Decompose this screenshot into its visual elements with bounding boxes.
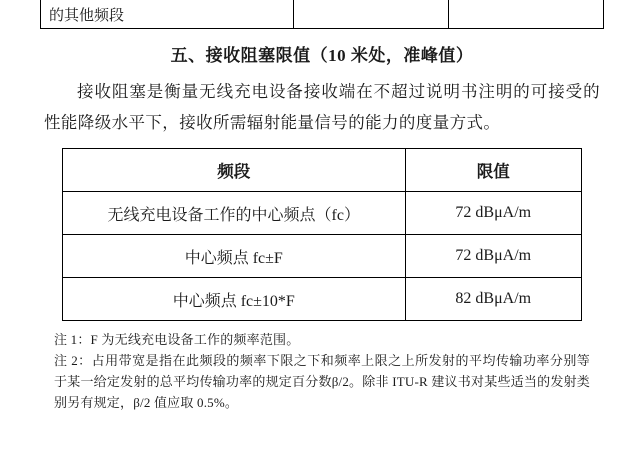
table-row [63, 278, 582, 321]
cell-limit: 82 dBμA/m [405, 278, 581, 321]
section-heading: 五、接收阻塞限值（10 米处，准峰值） [170, 46, 474, 65]
cell-band: 中心频点 fc±10*F [63, 278, 406, 321]
continued-table-cell-2 [294, 0, 449, 29]
table-row [63, 235, 582, 278]
cell-limit: 72 dBμA/m [405, 235, 581, 278]
limits-table-container [62, 148, 582, 321]
note-2: 注 2：占用带宽是指在此频段的频率下限之下和频率上限之上所发射的平均传输功率分别等于某一给定发射的总平均传输功率的规定百分数β/2。除非 ITU-R 建议书对某些适当的发射类别另有规定，β/2 值应取 0.5%。 [54, 353, 590, 410]
note-1: 注 1：F 为无线充电设备工作的频率范围。 [54, 332, 300, 347]
table-header-row [63, 149, 582, 192]
continued-table [40, 0, 604, 29]
table-row [41, 0, 604, 29]
column-header-limit: 限值 [405, 149, 581, 192]
table-row [63, 192, 582, 235]
section-paragraph: 接收阻塞是衡量无线充电设备接收端在不超过说明书注明的可接受的性能降级水平下，接收所需辐射能量信号的能力的度量方式。 [44, 82, 600, 132]
cell-band: 中心频点 fc±F [63, 235, 406, 278]
continued-table-cell-3 [449, 0, 604, 29]
continued-table-cell-band: 的其他频段 [41, 0, 294, 29]
cell-band: 无线充电设备工作的中心频点（fc） [63, 192, 406, 235]
cell-limit: 72 dBμA/m [405, 192, 581, 235]
notes-section [54, 329, 590, 413]
limits-table [62, 148, 582, 321]
column-header-band: 频段 [63, 149, 406, 192]
